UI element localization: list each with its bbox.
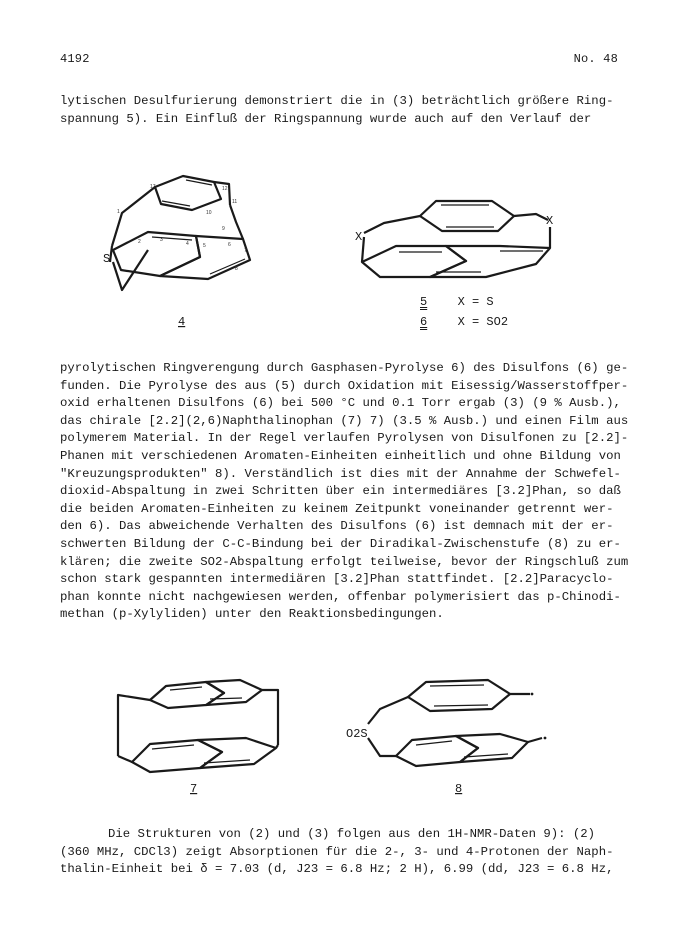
text-line: thalin-Einheit bei δ = 7.03 (d, J23 = 6.8 Hz; 2 H), 6.99 (dd, J23 = 6.8 Hz, <box>60 862 614 877</box>
structure-8-sulfonyl: O2S <box>346 727 368 741</box>
text-line: dioxid-Abspaltung in zwei Schritten über ein intermediäres [3.2]Phan, so daß <box>60 484 621 499</box>
text-line: schon stark gespannten intermediären [3.2]Phan stattfindet. [2.2]Paracyclo- <box>60 572 614 587</box>
text-line: lytischen Desulfurierung demonstriert die in (3) beträchtlich größere Ring- <box>60 94 614 108</box>
text-line: Phanen mit verschiedenen Aromaten-Einheiten einheitlich und ohne Bildung von <box>60 448 621 463</box>
text-line: "Kreuzungsprodukten" 8). Verständlich ist dies mit der Annahme der Schwefel- <box>60 466 621 481</box>
structure-7 <box>118 680 278 772</box>
text-line: funden. Die Pyrolyse des aus (5) durch Oxidation mit Eisessig/Wasserstoffper- <box>60 378 629 393</box>
svg-text:2: 2 <box>138 239 141 245</box>
radical-dot <box>544 737 547 740</box>
structure-8 <box>368 680 542 766</box>
text-line: oxid erhaltenen Disulfons (6) bei 500 °C und 0.1 Torr ergab (3) (9 % Ausb.), <box>60 396 621 411</box>
structure-4-number: 4 <box>178 315 186 329</box>
legend-definition: X = SO2 <box>457 315 509 329</box>
journal-issue: No. 48 <box>573 52 618 66</box>
text-line: phan konnte nicht nachgewiesen werden, offenbar polymerisiert das p-Chinodi- <box>60 589 621 604</box>
structure-4-sulfur: S <box>103 252 111 266</box>
radical-dot <box>531 693 534 696</box>
text-line: das chirale [2.2](2,6)Naphthalinophan (7) 7) (3.5 % Ausb.) und einen Film aus <box>60 413 629 428</box>
svg-text:6: 6 <box>228 242 231 248</box>
svg-text:3: 3 <box>160 237 163 243</box>
text-line: spannung 5). Ein Einfluß der Ringspannung wurde auch auf den Verlauf der <box>60 111 592 126</box>
text-line: pyrolytischen Ringverengung durch Gasphasen-Pyrolyse 6) des Disulfons (6) ge- <box>60 361 629 375</box>
svg-text:17: 17 <box>150 184 156 190</box>
svg-text:1: 1 <box>117 209 120 215</box>
text-line: klären; die zweite SO2-Abspaltung erfolgt teilweise, bevor der Ringschluß zum <box>60 554 629 569</box>
svg-text:9: 9 <box>222 226 225 232</box>
svg-text:10: 10 <box>206 210 212 216</box>
text-line: polymerem Material. In der Regel verlaufen Pyrolysen von Disulfonen zu [2.2]- <box>60 431 629 446</box>
legend-number: 5 <box>420 295 428 309</box>
svg-text:5: 5 <box>203 243 206 249</box>
svg-text:8: 8 <box>235 266 238 272</box>
text-line: (360 MHz, CDCl3) zeigt Absorptionen für die 2-, 3- und 4-Protonen der Naph- <box>60 844 614 859</box>
svg-text:4: 4 <box>186 241 189 247</box>
paragraph-bottom <box>60 826 630 879</box>
svg-text:7: 7 <box>244 248 247 254</box>
structure-5-6-X-right: X <box>546 214 554 228</box>
legend-definition: X = S <box>457 295 494 309</box>
svg-text:12: 12 <box>222 186 228 192</box>
structure-5-6-X-left: X <box>355 230 363 244</box>
text-line: Die Strukturen von (2) und (3) folgen aus den 1H-NMR-Daten 9): (2) <box>108 827 596 841</box>
page-number: 4192 <box>60 52 90 66</box>
legend-number: 6 <box>420 315 428 329</box>
text-line: den 6). Das abweichende Verhalten des Disulfons (6) ist demnach mit der er- <box>60 519 614 534</box>
text-line: die beiden Aromaten-Einheiten zu keinem Zeitpunkt voneinander getrennt wer- <box>60 501 614 516</box>
svg-text:11: 11 <box>232 199 238 205</box>
structure-8-number: 8 <box>455 782 463 796</box>
text-line: schwerten Bildung der C-C-Bindung bei der Diradikal-Zwischenstufe (8) zu er- <box>60 536 621 551</box>
text-line: methan (p-Xylyliden) unter den Reaktionsbedingungen. <box>60 607 444 622</box>
structure-7-number: 7 <box>190 782 198 796</box>
